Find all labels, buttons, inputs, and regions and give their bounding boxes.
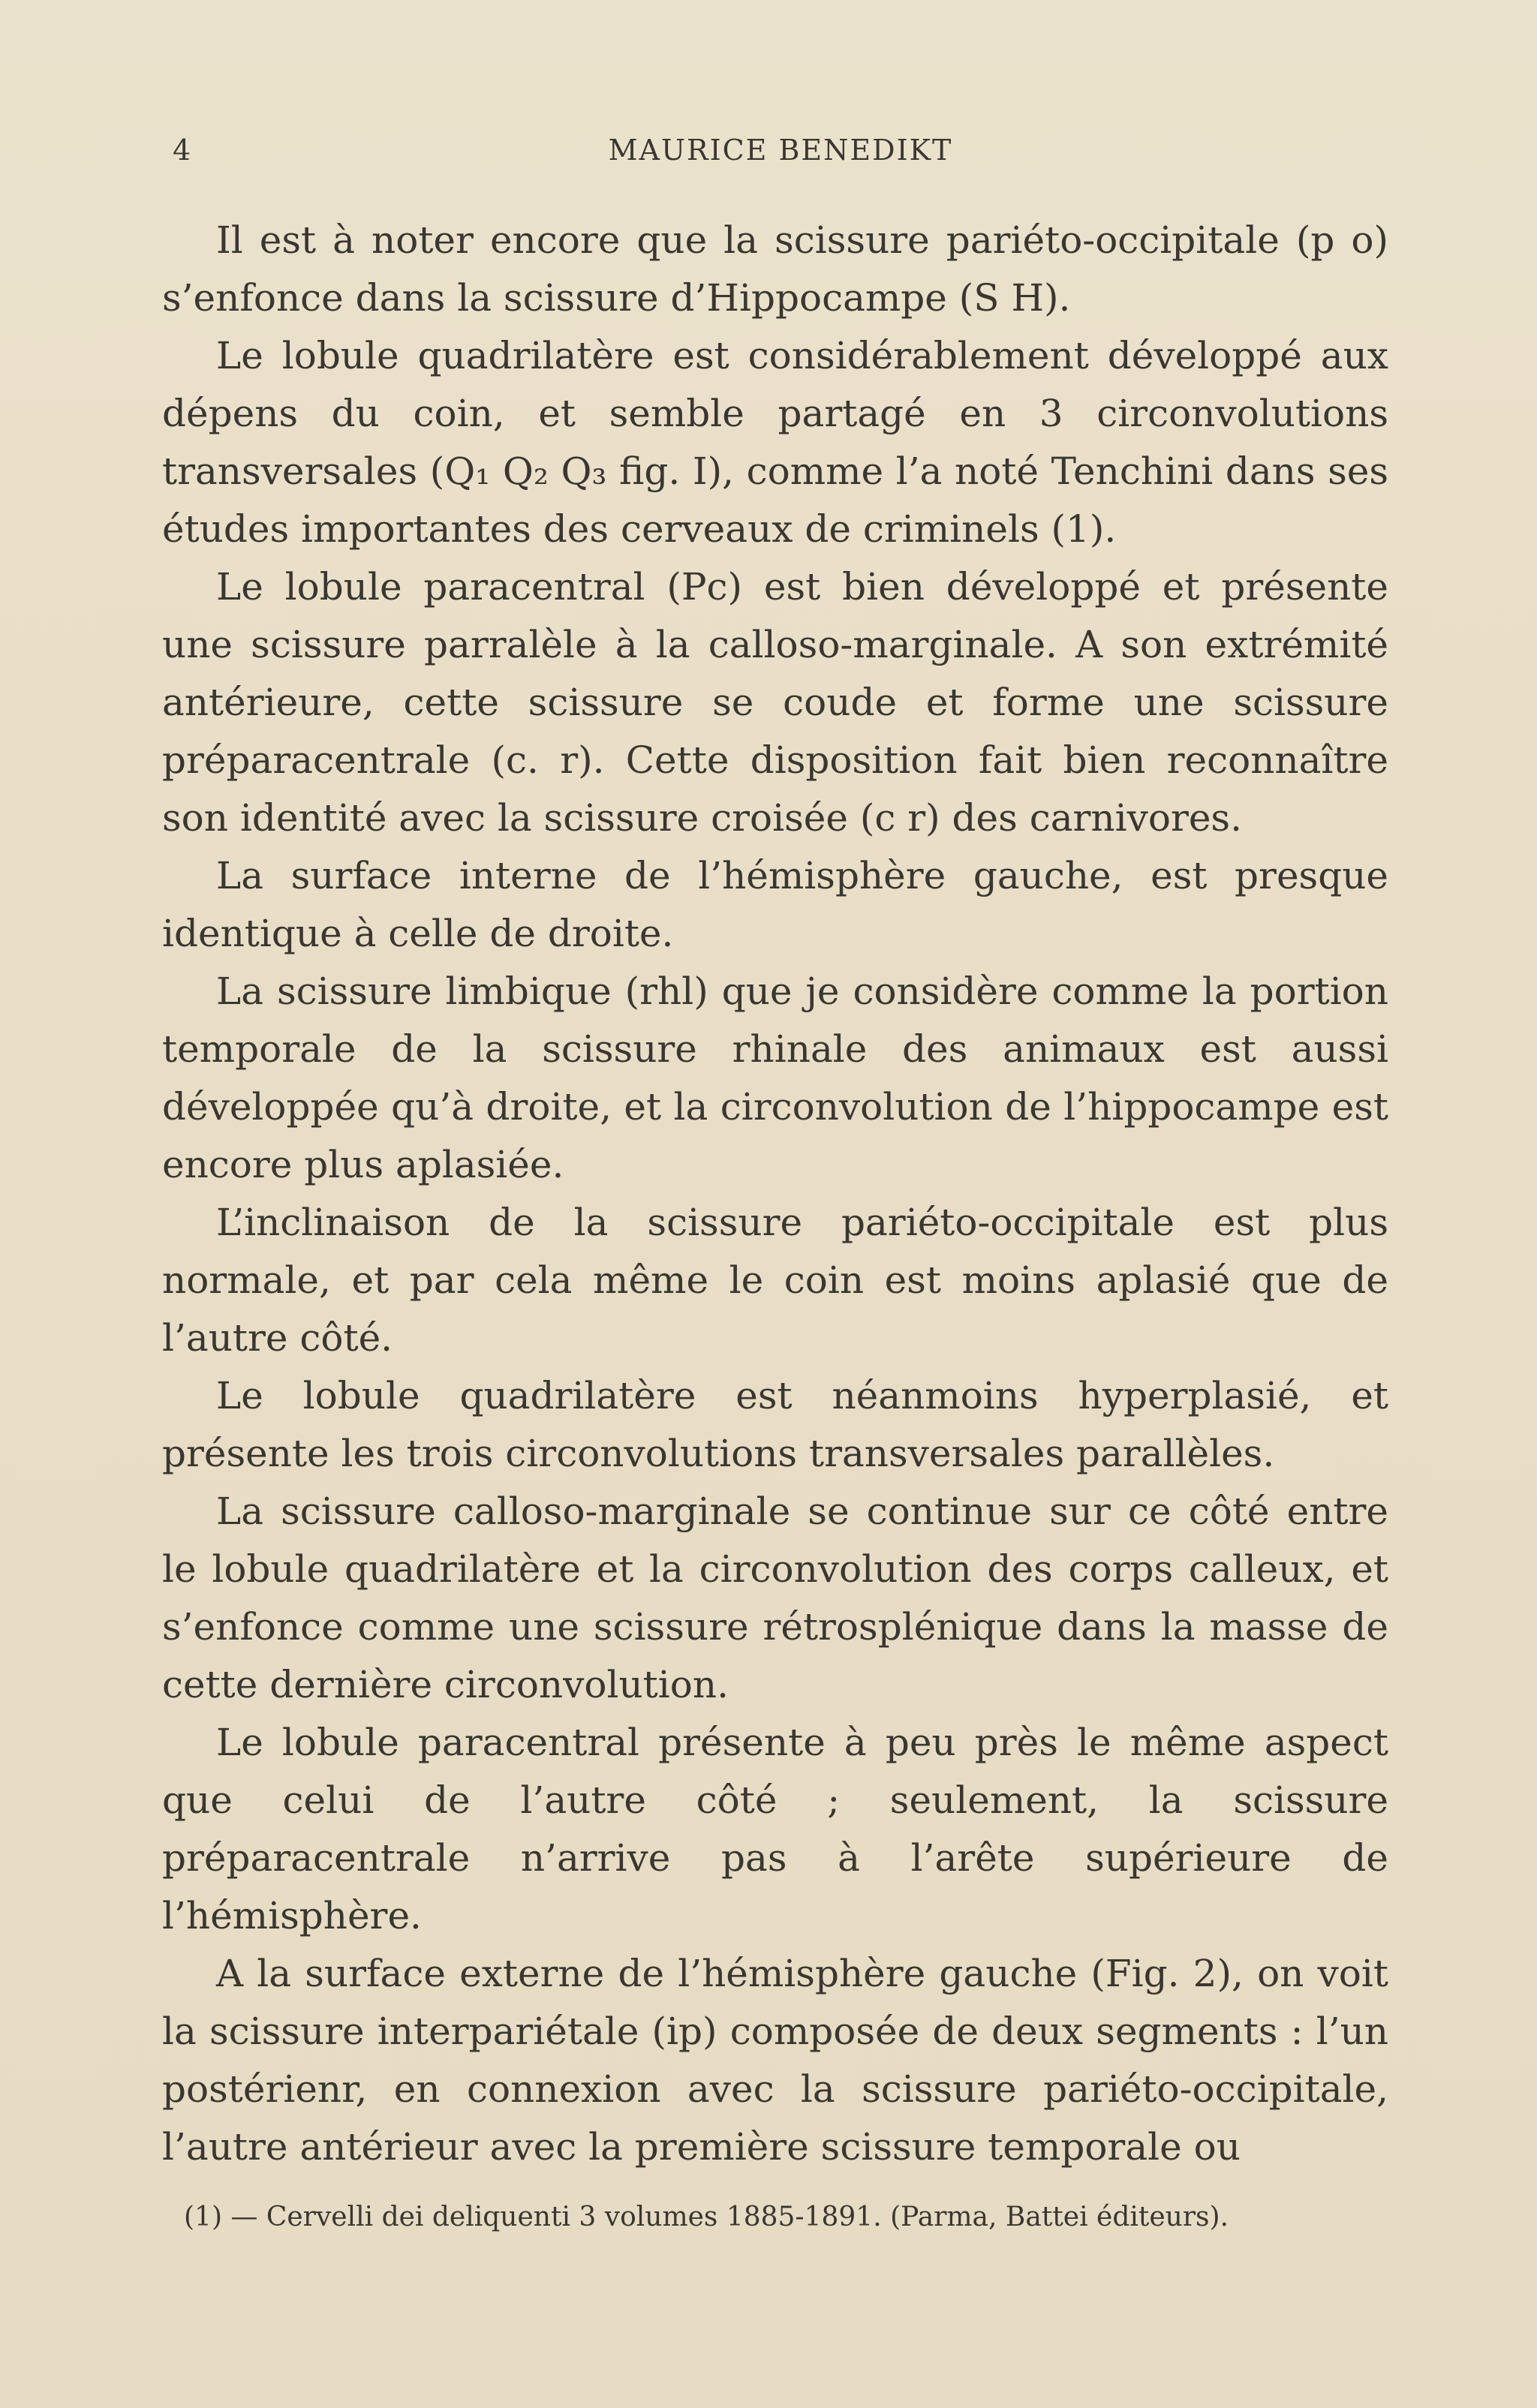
running-title: MAURICE BENEDIKT (608, 134, 953, 167)
paragraph: Il est à noter encore que la scissure pariéto-occipitale (p o) s’enfonce dans la scissure d’Hippocampe (S H). (162, 218, 1388, 320)
paragraph: Le lobule quadrilatère est considérablement développé aux dépens du coin, et semble partagé en 3 circonvolutions transversales (Q₁ Q₂ Q₃ fig. I), comme l’a noté Tenchini dans ses études importantes des cerveaux de criminels (1). (162, 334, 1388, 551)
paragraph: L’inclinaison de la scissure pariéto-occipitale est plus normale, et par cela même le coin est moins aplasié que de l’autre côté. (162, 1201, 1388, 1360)
page-header (165, 134, 1396, 179)
body-text (162, 212, 1388, 2176)
paragraph: Le lobule quadrilatère est néanmoins hyperplasié, et présente les trois circonvolutions transversales parallèles. (162, 1374, 1388, 1475)
footnote: (1) — Cervelli dei deliquenti 3 volumes 1885-1891. (Parma, Battei éditeurs). (184, 2202, 1229, 2232)
page-number: 4 (173, 134, 193, 167)
paragraph: Le lobule paracentral présente à peu près le même aspect que celui de l’autre côté ; seulement, la scissure préparacentrale n’arrive pas à l’arête supérieure de l’hémisphère. (162, 1721, 1388, 1938)
paragraph: Le lobule paracentral (Pc) est bien développé et présente une scissure parralèle à la calloso-marginale. A son extrémité antérieure, cette scissure se coude et forme une scissure préparacentrale (c. r). Cette disposition fait bien reconnaître son identité avec la scissure croisée (c r) des carnivores. (162, 565, 1388, 840)
paragraph: La surface interne de l’hémisphère gauche, est presque identique à celle de droite. (162, 854, 1388, 955)
paragraph: A la surface externe de l’hémisphère gauche (Fig. 2), on voit la scissure interpariétale (ip) composée de deux segments : l’un postérienr, en connexion avec la scissure pariéto-occipitale, l’autre antérieur avec la première scissure temporale ou (162, 1952, 1388, 2169)
paragraph: La scissure calloso-marginale se continue sur ce côté entre le lobule quadrilatère et la circonvolution des corps calleux, et s’enfonce comme une scissure rétrosplénique dans la masse de cette dernière circonvolution. (162, 1490, 1388, 1706)
paragraph: La scissure limbique (rhl) que je considère comme la portion temporale de la scissure rhinale des animaux est aussi développée qu’à droite, et la circonvolution de l’hippocampe est encore plus aplasiée. (162, 970, 1388, 1186)
